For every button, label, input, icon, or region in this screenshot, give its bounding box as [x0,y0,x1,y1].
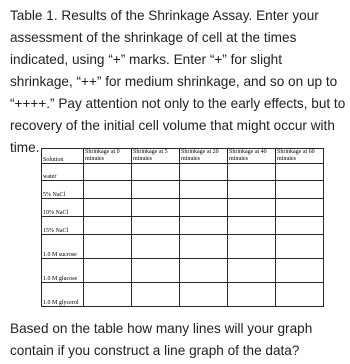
header-20-minutes: Shrinkage at 20 minutes [180,149,228,164]
table-header-row [42,149,324,164]
table-row [42,283,324,307]
entry-cell[interactable] [276,283,324,307]
entry-cell[interactable] [180,199,228,217]
entry-cell[interactable] [228,217,276,235]
entry-cell[interactable] [132,217,180,235]
entry-cell[interactable] [276,199,324,217]
entry-cell[interactable] [84,199,132,217]
entry-cell[interactable] [132,199,180,217]
solution-cell: 10% NaCl [42,199,84,217]
entry-cell[interactable] [228,164,276,181]
table-row [42,164,324,181]
entry-cell[interactable] [132,283,180,307]
entry-cell[interactable] [180,164,228,181]
table-row [42,259,324,283]
entry-cell[interactable] [180,259,228,283]
entry-cell[interactable] [276,235,324,259]
entry-cell[interactable] [228,199,276,217]
entry-cell[interactable] [228,235,276,259]
entry-cell[interactable] [180,217,228,235]
entry-cell[interactable] [84,164,132,181]
header-0-minutes: Shrinkage at 0 minutes [84,149,132,164]
header-60-minutes: Shrinkage at 60 minutes [276,149,324,164]
entry-cell[interactable] [132,259,180,283]
entry-cell[interactable] [84,259,132,283]
solution-cell: 1.0 M glycerol [42,283,84,307]
entry-cell[interactable] [276,217,324,235]
entry-cell[interactable] [84,181,132,199]
entry-cell[interactable] [180,181,228,199]
entry-cell[interactable] [84,283,132,307]
entry-cell[interactable] [84,235,132,259]
solution-cell: 15% NaCl [42,217,84,235]
table-row [42,199,324,217]
entry-cell[interactable] [276,181,324,199]
shrinkage-table [41,148,324,307]
header-solution: Solution [42,149,84,164]
header-5-minutes: Shrinkage at 5 minutes [132,149,180,164]
solution-cell: 1.0 M glucose [42,259,84,283]
entry-cell[interactable] [180,283,228,307]
header-40-minutes: Shrinkage at 40 minutes [228,149,276,164]
entry-cell[interactable] [276,164,324,181]
entry-cell[interactable] [228,181,276,199]
entry-cell[interactable] [228,259,276,283]
table-caption: Table 1. Results of the Shrinkage Assay. Enter your assessment of the shrinkage of cell at the times indicated, using “+” marks. Enter “+” for slight shrinkage, “++” for medium shrinkage, and so on up to “++++.” Pay attention not only to the early effects, but to recovery of the initial cell volume that might occur with time. [10,8,346,155]
entry-cell[interactable] [132,235,180,259]
entry-cell[interactable] [228,283,276,307]
solution-cell: 1.0 M sucrose [42,235,84,259]
question-text: Based on the table how many lines will your graph contain if you construct a line graph of the data? [10,321,313,358]
entry-cell[interactable] [276,259,324,283]
table-row [42,217,324,235]
entry-cell[interactable] [180,235,228,259]
entry-cell[interactable] [132,181,180,199]
table-row [42,235,324,259]
entry-cell[interactable] [132,164,180,181]
solution-cell: water [42,164,84,181]
table-row [42,181,324,199]
entry-cell[interactable] [84,217,132,235]
solution-cell: 5% NaCl [42,181,84,199]
